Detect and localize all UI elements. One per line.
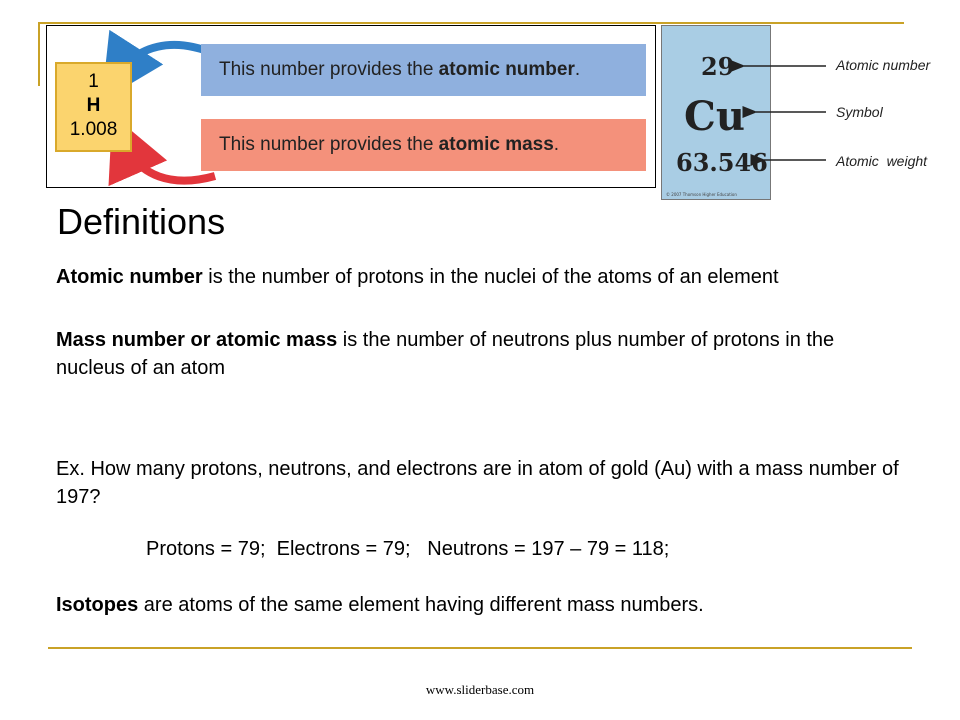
copper-symbol: Cu — [684, 93, 745, 140]
caption-bold: atomic mass — [438, 134, 554, 155]
slide-title: Definitions — [57, 201, 226, 242]
label-atomic-weight: Atomic weight — [836, 153, 928, 169]
footer-url: www.sliderbase.com — [425, 682, 535, 697]
caption-bold: atomic number — [438, 59, 575, 80]
example-answer: Protons = 79; Electrons = 79; Neutrons = 197 – 79 = 118; — [146, 538, 670, 560]
caption-suffix: . — [574, 59, 581, 80]
label-atomic-number: Atomic number — [836, 57, 931, 73]
term: Mass number or atomic mass — [56, 329, 338, 351]
term: Isotopes — [56, 594, 139, 616]
example-question: Ex. How many protons, neutrons, and electrons are in atom of gold (Au) with a mass number of 197? — [56, 458, 899, 508]
hydrogen-symbol: H — [86, 95, 101, 116]
caption-suffix: . — [553, 134, 560, 155]
copyright-note: © 2007 Thomson Higher Education — [666, 192, 737, 197]
bottom-rule — [48, 647, 912, 649]
atomic-number-definition — [56, 263, 936, 291]
copper-atomic-weight: 63.546 — [676, 148, 768, 177]
mass-number-definition — [56, 326, 856, 382]
caption-prefix: This number provides the — [219, 134, 439, 155]
hydrogen-atomic-mass: 1.008 — [69, 119, 118, 140]
hydrogen-atomic-number: 1 — [88, 71, 99, 92]
term: Atomic number — [56, 266, 203, 288]
label-symbol: Symbol — [836, 104, 883, 120]
caption-prefix: This number provides the — [219, 59, 439, 80]
copper-label-arrows — [0, 0, 960, 200]
definition-text: is the number of protons in the nuclei of the atoms of an element — [202, 266, 779, 288]
definition-text: are atoms of the same element having different mass numbers. — [138, 594, 704, 616]
isotopes-definition — [56, 591, 936, 619]
copper-atomic-number: 29 — [701, 52, 735, 81]
definition-text: is the number of neutrons plus number of protons in the nucleus of an atom — [56, 329, 835, 379]
